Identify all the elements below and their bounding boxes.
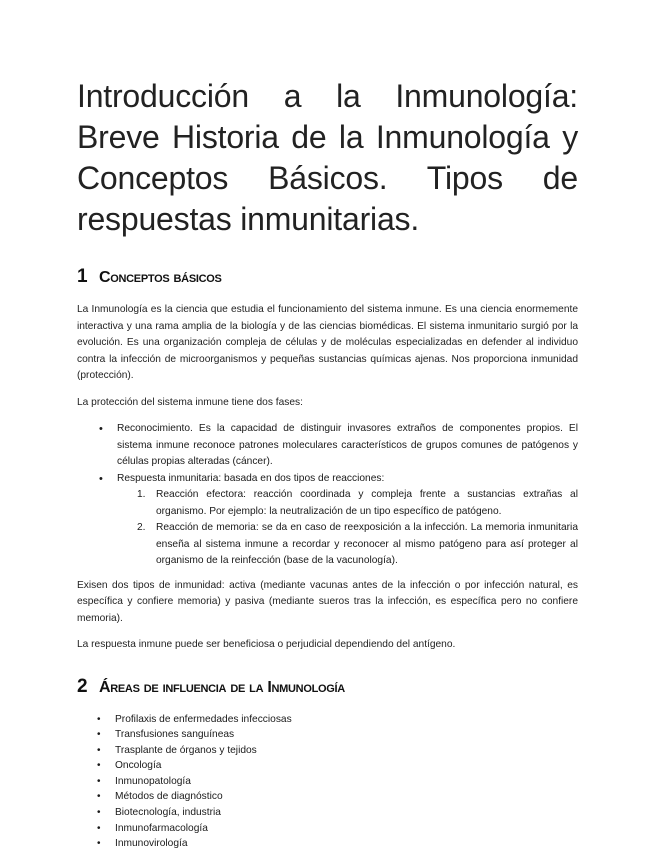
list-item xyxy=(77,520,578,570)
list-item xyxy=(77,758,578,774)
section-2-heading xyxy=(77,676,578,698)
paragraph: La respuesta inmune puede ser beneficiosa o perjudicial dependiendo del antígeno. xyxy=(77,639,456,650)
list-item-text: Profilaxis de enfermedades infecciosas xyxy=(115,713,292,725)
list-item xyxy=(77,774,578,790)
list-item xyxy=(77,805,578,821)
list-item xyxy=(77,487,578,520)
document-title: Introducción a la Inmunología: Breve Historia de la Inmunología y Conceptos Básicos. Tipos de respuestas inmunitarias. xyxy=(77,78,578,237)
paragraph: Exisen dos tipos de inmunidad: activa (mediante vacunas antes de la infección o por infección natural, es específica y confiere memoria) y pasiva (mediante sueros tras la infección, es específica pero no confiere memoria). xyxy=(77,579,578,624)
list-item-text: Inmunovirología xyxy=(115,838,188,850)
bullet-icon: • xyxy=(97,760,101,772)
list-item xyxy=(77,712,578,728)
list-item xyxy=(77,727,578,743)
bullet-icon: • xyxy=(97,807,101,819)
list-item xyxy=(77,836,578,852)
section-number: 2 xyxy=(77,675,88,697)
bullet-icon: • xyxy=(97,822,101,834)
list-item-text: Reacción efectora: reacción coordinada y compleja frente a sustancias extrañas al organismo. Por ejemplo: la neutralización de un tipo específico de patógeno. xyxy=(156,489,578,517)
section-number: 1 xyxy=(77,266,88,287)
item-number: 2. xyxy=(137,522,146,533)
bullet-icon: • xyxy=(97,838,101,850)
list-item xyxy=(77,789,578,805)
list-item xyxy=(77,471,578,488)
list-item xyxy=(77,743,578,759)
bullet-icon: • xyxy=(97,713,101,725)
list-item-text: Trasplante de órganos y tejidos xyxy=(115,744,257,756)
list-item-text: Transfusiones sanguíneas xyxy=(115,729,235,741)
bullet-icon: • xyxy=(99,423,103,435)
list-item-text: Biotecnología, industria xyxy=(115,807,221,819)
item-number: 1. xyxy=(137,489,146,500)
bullet-icon: • xyxy=(97,744,101,756)
numbered-list xyxy=(77,487,578,570)
bullet-icon: • xyxy=(97,775,101,787)
list-item-text: Métodos de diagnóstico xyxy=(115,791,223,803)
section-1-heading xyxy=(77,266,578,288)
list-item-text: Reacción de memoria: se da en caso de reexposición a la infección. La memoria inmunitaria enseña al sistema inmune a recordar y reconocer al mismo patógeno para así proteger al organismo de la reinfección (base de la vacunología). xyxy=(156,522,578,566)
list-item-text: Oncología xyxy=(115,760,162,772)
paragraph: La protección del sistema inmune tiene dos fases: xyxy=(77,396,303,408)
areas-list xyxy=(77,712,578,852)
list-item-text: Respuesta inmunitaria: basada en dos tipos de reacciones: xyxy=(117,472,385,484)
bullet-list xyxy=(77,421,578,487)
paragraph: La Inmunología es la ciencia que estudia el funcionamiento del sistema inmune. Es una ciencia enormemente interactiva y una rama amplia de la biología y de las ciencias biomédicas. El sistema inmunitario surgió por la evolución. Es una organización compleja de células y de moléculas especializadas en defender al individuo contra la infección de microorganismos y pequeñas sustancias químicas ajenas. Nos proporciona inmunidad (protección). xyxy=(77,304,578,381)
bullet-icon: • xyxy=(99,472,103,485)
section-title: Conceptos básicos xyxy=(99,269,222,286)
list-item-text: Inmunopatología xyxy=(115,775,191,787)
list-item-text: Inmunofarmacología xyxy=(115,822,208,834)
bullet-icon: • xyxy=(97,791,101,803)
bullet-icon: • xyxy=(97,729,101,741)
list-item xyxy=(77,821,578,837)
list-item-text: Reconocimiento. Es la capacidad de distinguir invasores extraños de componentes propios. El sistema inmune reconoce patrones moleculares característicos de grupos comunes de patógenos y células propias alteradas (cáncer). xyxy=(117,423,578,467)
list-item xyxy=(77,421,578,471)
section-title: Áreas de influencia de la Inmunología xyxy=(99,678,345,696)
